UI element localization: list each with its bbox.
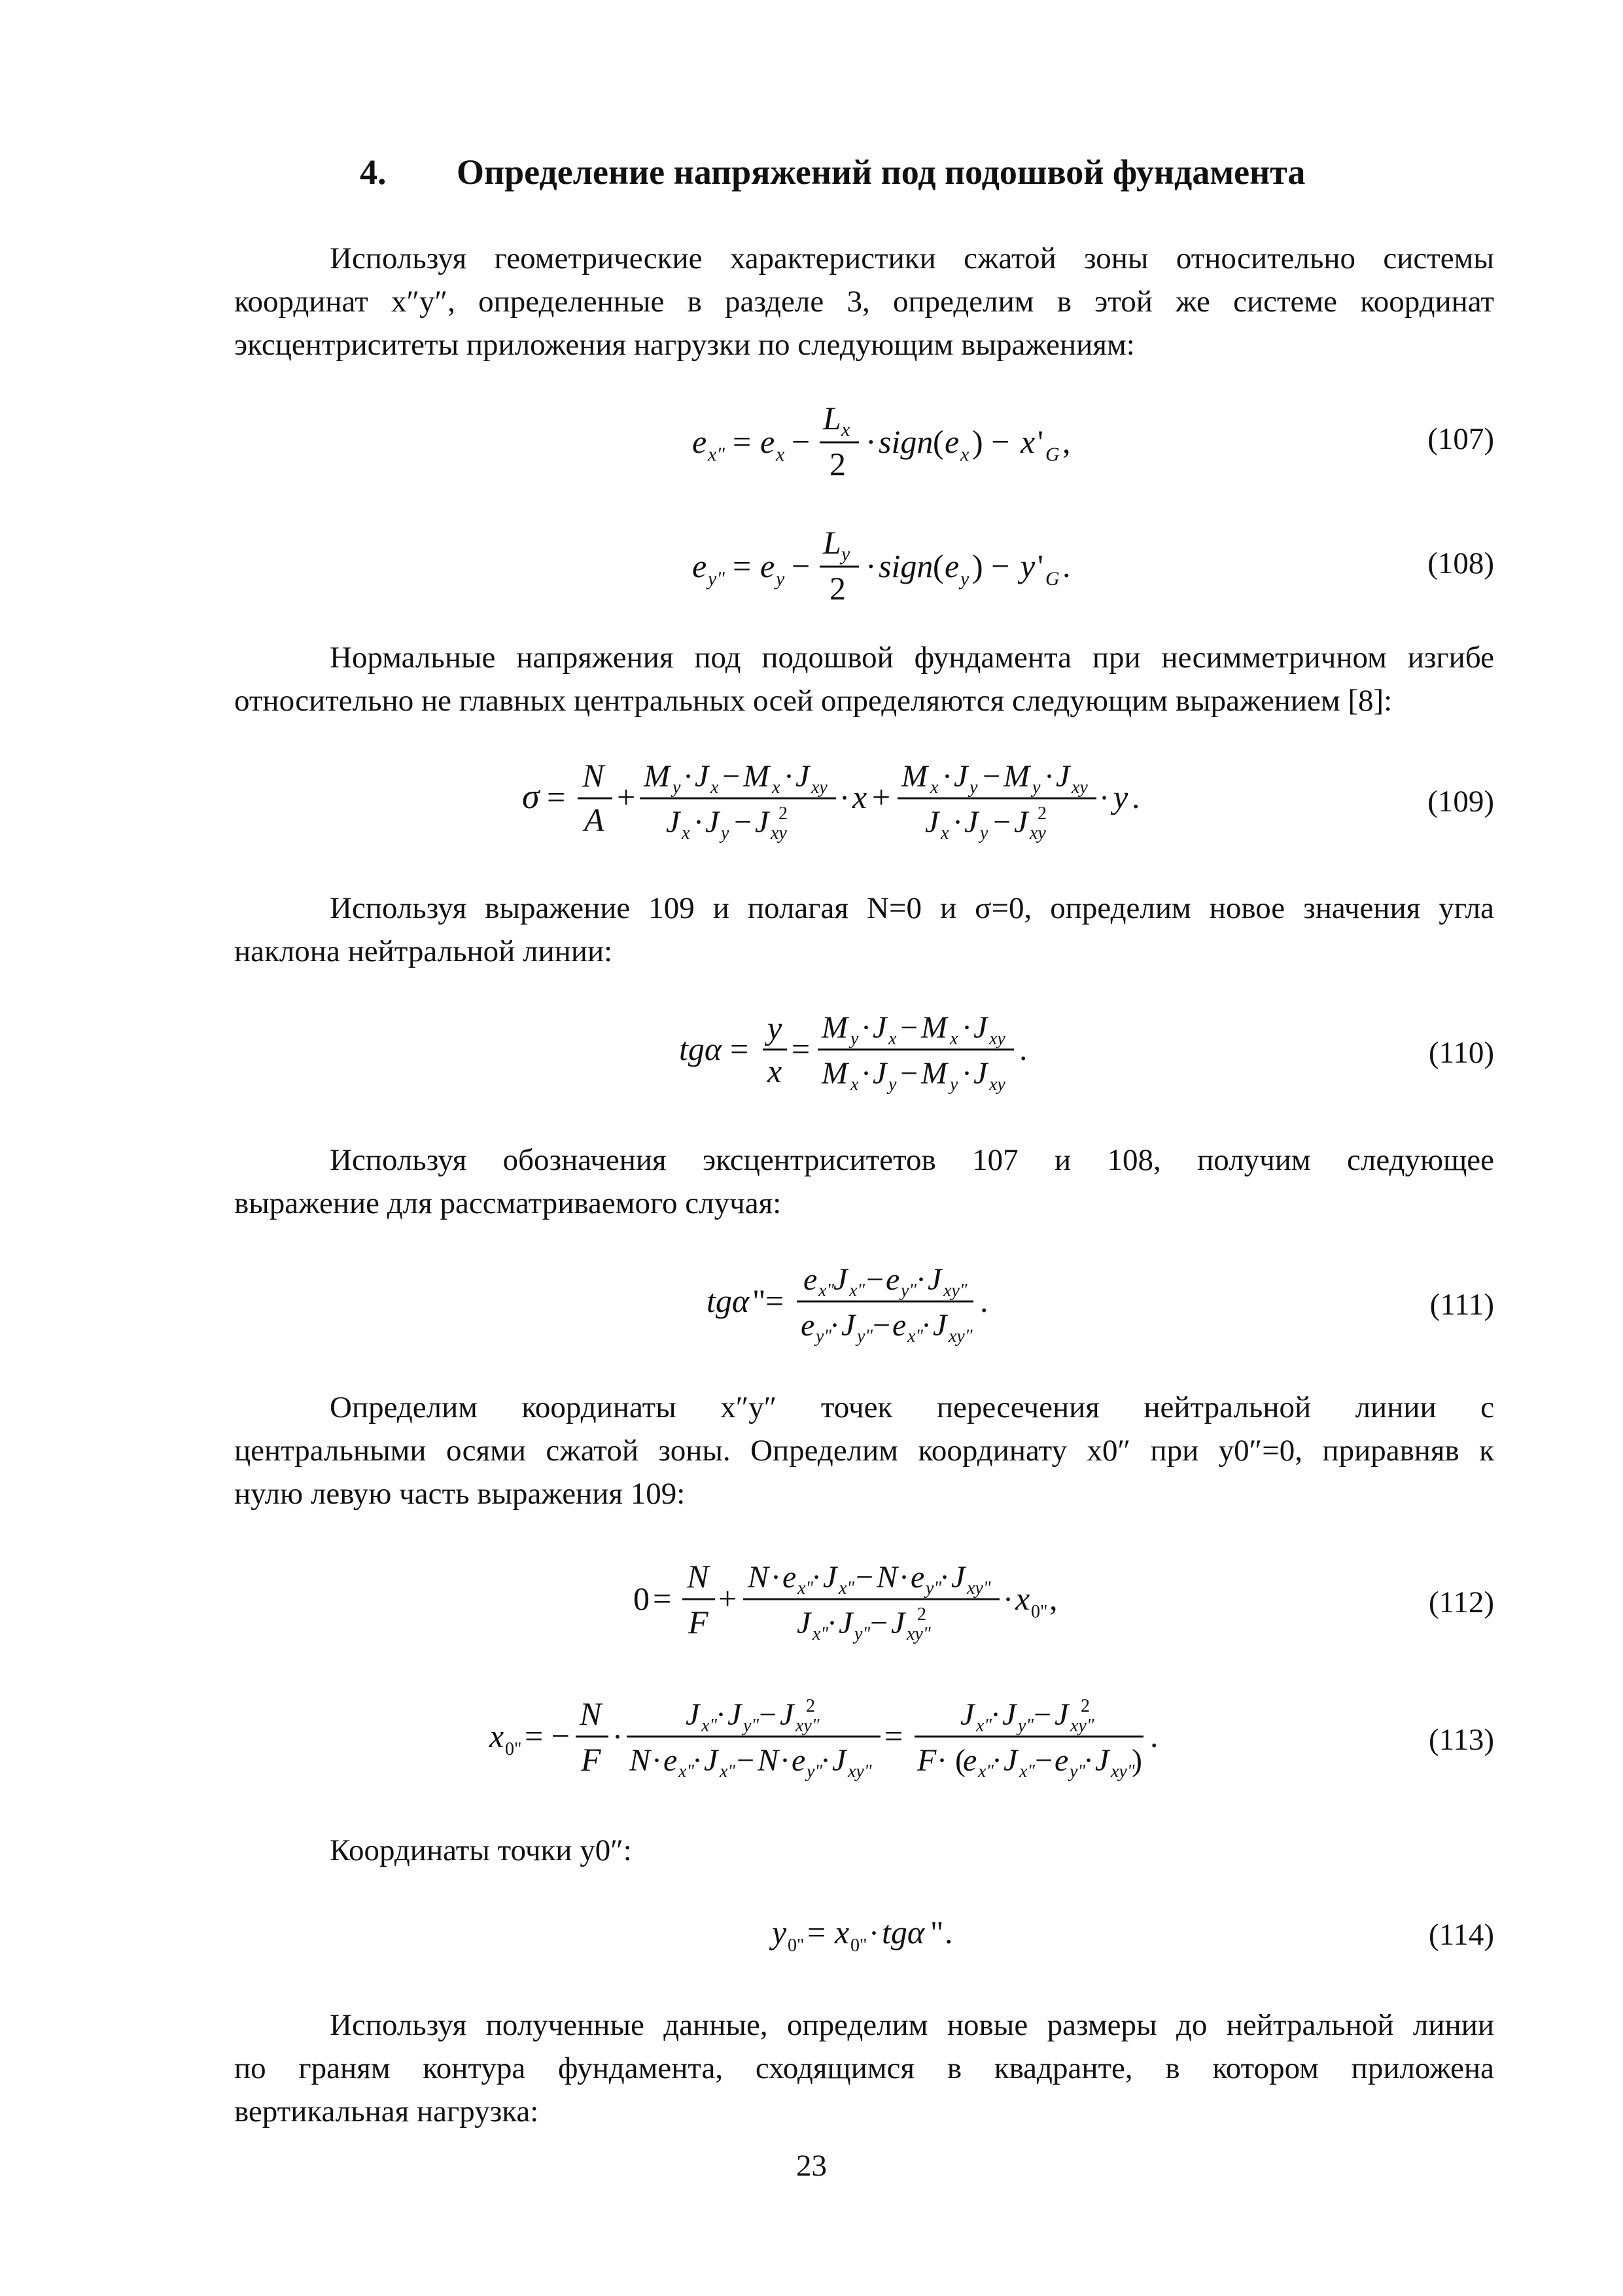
svg-text:J: J: [1095, 1743, 1109, 1778]
svg-text:J: J: [797, 1606, 811, 1640]
text-line: относительно не главных центральных осей определяются следующим выражением [8]:: [234, 684, 1393, 718]
svg-text:N: N: [582, 757, 604, 794]
svg-text:·: ·: [716, 1697, 726, 1732]
svg-text:·: ·: [784, 759, 794, 794]
svg-text:xy: xy: [989, 1074, 1005, 1095]
svg-text:y": y": [926, 1578, 942, 1598]
svg-text:=: =: [807, 1914, 826, 1951]
svg-text:·: ·: [865, 423, 877, 460]
svg-text:y": y": [708, 568, 725, 590]
equation-number: (111): [1429, 1288, 1494, 1322]
svg-text:': ': [1038, 548, 1044, 584]
equation-110-formula: [234, 995, 1494, 1106]
svg-text:G: G: [1045, 444, 1060, 465]
svg-text:J: J: [1003, 1743, 1018, 1778]
svg-text:N: N: [580, 1695, 602, 1732]
equation-112: [234, 1544, 1494, 1655]
svg-text:·: ·: [839, 781, 850, 815]
svg-text:e: e: [801, 1308, 815, 1343]
svg-text:J: J: [839, 1606, 853, 1640]
svg-text:2: 2: [1038, 804, 1047, 824]
svg-text:x": x": [907, 1326, 924, 1347]
svg-text:·: ·: [1083, 1743, 1094, 1778]
svg-text:x: x: [841, 419, 850, 440]
svg-text:=: =: [730, 1031, 749, 1067]
svg-text:J: J: [755, 805, 769, 839]
svg-text:.: .: [980, 1282, 988, 1319]
svg-text:F: F: [581, 1741, 601, 1778]
text-line: Координаты точки y0″:: [330, 1833, 632, 1867]
svg-text:y": y": [854, 1624, 871, 1644]
svg-text:J: J: [704, 1743, 718, 1778]
svg-text:0": 0": [788, 1935, 805, 1956]
svg-text:−: −: [873, 1308, 891, 1343]
svg-text:J: J: [973, 1010, 988, 1045]
svg-text:x: x: [835, 1914, 850, 1951]
svg-text:·: ·: [683, 759, 693, 794]
svg-text:xy: xy: [989, 1029, 1005, 1049]
svg-text:y: y: [969, 777, 978, 798]
svg-text:σ: σ: [522, 777, 540, 816]
svg-text:·: ·: [962, 1010, 972, 1045]
svg-text:y: y: [1032, 777, 1041, 798]
equation-110: [234, 995, 1494, 1106]
equation-number: (114): [1428, 1918, 1494, 1952]
svg-text:−: −: [792, 423, 811, 460]
svg-text:J: J: [960, 1697, 975, 1732]
svg-text:e: e: [692, 423, 707, 460]
svg-text:tgα: tgα: [882, 1914, 925, 1951]
svg-text:x": x": [701, 1716, 718, 1736]
svg-text:J: J: [841, 1308, 856, 1343]
svg-text:−: −: [983, 759, 1001, 794]
equation-number: (107): [1427, 422, 1494, 456]
svg-text:·: ·: [1044, 759, 1055, 794]
text-line: центральными осями сжатой зоны. Определим координату x0″ при y0″=0, приравняв к: [234, 1434, 1494, 1468]
svg-text:y: y: [672, 777, 681, 798]
svg-text:·: ·: [1099, 781, 1109, 815]
svg-text:0": 0": [850, 1935, 867, 1956]
svg-text:−: −: [759, 1697, 777, 1732]
svg-text:J: J: [964, 805, 979, 839]
svg-text:y": y": [1018, 1716, 1034, 1736]
equation-112-formula: [234, 1544, 1494, 1655]
svg-text:−: −: [856, 1560, 874, 1595]
svg-text:xy: xy: [1030, 823, 1046, 843]
svg-text:J: J: [1055, 1697, 1069, 1732]
svg-text:e: e: [792, 1743, 806, 1778]
svg-text:−: −: [737, 1743, 755, 1778]
svg-text:xy": xy": [907, 1624, 931, 1644]
svg-text:": ": [930, 1914, 944, 1951]
svg-text:=: =: [792, 1031, 811, 1067]
equation-number: (112): [1428, 1585, 1494, 1619]
svg-text:·: ·: [692, 1743, 703, 1778]
svg-text:x: x: [941, 823, 949, 843]
svg-text:x: x: [888, 1029, 897, 1049]
svg-text:·: ·: [1003, 1582, 1013, 1617]
svg-text:J: J: [686, 1697, 700, 1732]
svg-text:−: −: [734, 805, 752, 839]
svg-text:2: 2: [829, 570, 846, 607]
svg-text:·: ·: [771, 1560, 781, 1595]
svg-text:xy: xy: [811, 777, 828, 798]
svg-text:y": y": [857, 1326, 873, 1347]
svg-text:·: ·: [861, 1056, 871, 1091]
svg-text:N: N: [748, 1560, 769, 1595]
svg-text:·: ·: [952, 805, 963, 839]
svg-text:· (: · (: [937, 1743, 966, 1778]
svg-text:tgα: tgα: [679, 1031, 722, 1067]
svg-text:y: y: [960, 568, 969, 590]
equation-114: [234, 1898, 1494, 1976]
svg-text:·: ·: [652, 1743, 662, 1778]
text-line: по граням контура фундамента, сходящимся в квадранте, в котором приложена: [234, 2051, 1494, 2085]
equation-113-formula: [234, 1682, 1494, 1793]
svg-text:J: J: [727, 1697, 742, 1732]
svg-text:−: −: [870, 1606, 888, 1640]
svg-text:x": x": [839, 1578, 855, 1598]
svg-text:=: =: [765, 1282, 784, 1319]
svg-text:y: y: [950, 1074, 958, 1095]
svg-text:y": y": [901, 1280, 917, 1301]
svg-text:xy": xy": [943, 1280, 968, 1301]
svg-text:e: e: [1055, 1743, 1069, 1778]
svg-text:N: N: [758, 1743, 779, 1778]
svg-text:x: x: [852, 779, 867, 815]
svg-text:−: −: [900, 1056, 918, 1091]
svg-text:M: M: [743, 759, 769, 794]
svg-text:': ': [1038, 423, 1044, 460]
svg-text:·: ·: [899, 1560, 909, 1595]
svg-text:sign: sign: [879, 423, 934, 460]
svg-text:(: (: [933, 423, 944, 460]
svg-text:x: x: [489, 1718, 504, 1754]
svg-text:e: e: [692, 548, 707, 584]
svg-text:J: J: [695, 759, 709, 794]
svg-text:M: M: [644, 759, 670, 794]
svg-text:x: x: [772, 777, 780, 798]
text-line: вертикальная нагрузка:: [234, 2094, 539, 2128]
svg-text:y: y: [721, 823, 729, 843]
svg-text:·: ·: [865, 548, 877, 584]
svg-text:y: y: [841, 543, 850, 565]
svg-text:y: y: [1113, 779, 1128, 815]
svg-text:J: J: [873, 1010, 887, 1045]
svg-text:N: N: [629, 1743, 651, 1778]
svg-text:J: J: [833, 1262, 848, 1297]
svg-text:tgα: tgα: [707, 1282, 750, 1319]
svg-text:=: =: [547, 779, 566, 815]
svg-text:y": y": [1070, 1761, 1086, 1782]
svg-text:−: −: [866, 1262, 884, 1297]
svg-text:−: −: [722, 759, 741, 794]
svg-text:.: .: [945, 1914, 953, 1951]
svg-text:= −: = −: [525, 1718, 570, 1754]
svg-text:xy": xy": [795, 1716, 820, 1736]
svg-text:M: M: [901, 759, 928, 794]
equation-111: [234, 1246, 1494, 1358]
svg-text:": ": [752, 1282, 766, 1319]
equation-113: [234, 1682, 1494, 1793]
svg-text:·: ·: [942, 759, 952, 794]
equation-111-formula: [234, 1246, 1494, 1358]
svg-text:J: J: [1014, 805, 1028, 839]
svg-text:y: y: [776, 568, 785, 590]
svg-text:G: G: [1045, 568, 1060, 590]
svg-text:) −: ) −: [972, 548, 1010, 584]
section-number: 4.: [360, 152, 387, 192]
svg-text:xy": xy": [848, 1761, 872, 1782]
svg-text:J: J: [705, 805, 720, 839]
svg-text:·: ·: [861, 1010, 871, 1045]
svg-text:M: M: [921, 1010, 947, 1045]
paragraph-1: [234, 237, 1494, 366]
svg-text:2: 2: [829, 446, 846, 482]
svg-text:xy: xy: [1072, 777, 1088, 798]
svg-text:=: =: [884, 1718, 903, 1754]
svg-text:x": x": [812, 1624, 829, 1644]
text-line: Используя геометрические характеристики сжатой зоны относительно системы: [330, 241, 1494, 275]
paragraph-7: [234, 2004, 1494, 2133]
paragraph-4: [234, 1139, 1494, 1225]
svg-text:x": x": [1019, 1761, 1036, 1782]
svg-text:·: ·: [916, 1262, 926, 1297]
svg-text:·: ·: [820, 1743, 831, 1778]
svg-text:N: N: [687, 1558, 709, 1595]
svg-text:J: J: [928, 1262, 942, 1297]
svg-text:J: J: [925, 805, 939, 839]
svg-text:sign: sign: [879, 548, 934, 584]
text-line: наклона нейтральной линии:: [234, 934, 613, 968]
svg-text:+: +: [718, 1580, 737, 1617]
svg-text:J: J: [954, 759, 968, 794]
svg-text:F: F: [688, 1604, 708, 1640]
svg-text:J: J: [832, 1743, 846, 1778]
svg-text:y: y: [980, 823, 988, 843]
svg-text:=: =: [653, 1580, 672, 1617]
svg-text:2: 2: [1081, 1696, 1090, 1716]
equation-number: (110): [1428, 1036, 1494, 1070]
svg-text:y: y: [888, 1074, 897, 1095]
svg-text:e: e: [945, 423, 960, 460]
equation-108-formula: [234, 517, 1494, 615]
page-number: 23: [796, 2149, 827, 2183]
svg-text:L: L: [823, 400, 841, 436]
equation-number: (113): [1428, 1723, 1494, 1757]
svg-text:2: 2: [778, 804, 788, 824]
svg-text:,: ,: [1049, 1580, 1058, 1617]
text-line: нулю левую часть выражения 109:: [234, 1477, 686, 1511]
paragraph-3: [234, 887, 1494, 973]
svg-text:xy": xy": [967, 1578, 991, 1598]
text-line: Используя обозначения эксцентриситетов 107 и 108, получим следующее: [330, 1143, 1494, 1177]
equation-109: [234, 746, 1494, 857]
svg-text:·: ·: [780, 1743, 790, 1778]
svg-text:y: y: [850, 1029, 859, 1049]
svg-text:.: .: [1062, 548, 1071, 584]
paragraph-6: [234, 1829, 1494, 1872]
svg-text:J: J: [666, 805, 680, 839]
svg-text:−: −: [792, 548, 811, 584]
svg-text:y: y: [772, 1914, 787, 1951]
svg-text:M: M: [1003, 759, 1030, 794]
svg-text:x: x: [767, 1053, 782, 1089]
svg-text:x": x": [720, 1761, 736, 1782]
svg-text:x: x: [1021, 423, 1036, 460]
svg-text:y: y: [1021, 548, 1036, 584]
svg-text:x": x": [978, 1761, 994, 1782]
svg-text:M: M: [921, 1056, 947, 1091]
svg-text:·: ·: [829, 1308, 840, 1343]
svg-text:·: ·: [811, 1560, 822, 1595]
svg-text:xy: xy: [771, 823, 787, 843]
svg-text:e: e: [760, 548, 775, 584]
svg-text:·: ·: [992, 1743, 1002, 1778]
equation-number: (108): [1427, 546, 1494, 580]
svg-text:M: M: [822, 1010, 848, 1045]
paragraph-2: [234, 636, 1494, 722]
svg-text:x: x: [930, 777, 939, 798]
svg-text:x: x: [950, 1029, 958, 1049]
svg-text:y": y": [743, 1716, 759, 1736]
svg-text:J: J: [1056, 759, 1070, 794]
svg-text:e: e: [803, 1262, 818, 1297]
svg-text:xy": xy": [949, 1326, 973, 1347]
svg-text:0": 0": [1031, 1602, 1048, 1622]
svg-text:x: x: [1015, 1580, 1030, 1617]
svg-text:2: 2: [917, 1604, 926, 1625]
svg-text:e: e: [782, 1560, 797, 1595]
svg-text:.: .: [1150, 1718, 1159, 1754]
svg-text:x: x: [682, 823, 690, 843]
svg-text:e: e: [945, 548, 960, 584]
svg-text:.: .: [1132, 779, 1140, 815]
svg-text:−: −: [993, 805, 1011, 839]
svg-text:A: A: [584, 802, 604, 838]
svg-text:xy": xy": [1111, 1761, 1135, 1782]
svg-text:J: J: [951, 1560, 966, 1595]
svg-text:y": y": [807, 1761, 823, 1782]
svg-text:e: e: [886, 1262, 900, 1297]
svg-text:): ): [1132, 1743, 1142, 1778]
svg-text:x: x: [710, 777, 719, 798]
svg-text:.: .: [1019, 1031, 1028, 1067]
svg-text:x": x": [849, 1280, 865, 1301]
svg-text:J: J: [891, 1606, 905, 1640]
svg-text:·: ·: [827, 1606, 837, 1640]
svg-text:e: e: [963, 1743, 977, 1778]
svg-text:y": y": [816, 1326, 832, 1347]
svg-text:−: −: [1034, 1697, 1052, 1732]
svg-text:J: J: [1002, 1697, 1017, 1732]
svg-text:x": x": [678, 1761, 695, 1782]
svg-text:·: ·: [921, 1308, 932, 1343]
svg-text:J: J: [873, 1056, 887, 1091]
svg-text:·: ·: [939, 1560, 950, 1595]
svg-text:e: e: [911, 1560, 925, 1595]
svg-text:x: x: [776, 444, 785, 465]
equation-107: [234, 393, 1494, 491]
svg-text:·: ·: [962, 1056, 972, 1091]
svg-text:=: =: [733, 423, 752, 460]
svg-text:N: N: [877, 1560, 898, 1595]
svg-text:L: L: [823, 524, 841, 561]
svg-text:e: e: [663, 1743, 678, 1778]
svg-text:+: +: [617, 779, 636, 815]
svg-text:(: (: [933, 548, 944, 584]
svg-text:e: e: [760, 423, 775, 460]
text-line: Используя полученные данные, определим новые размеры до нейтральной линии: [330, 2008, 1494, 2042]
svg-text:J: J: [933, 1308, 947, 1343]
svg-text:xy": xy": [1070, 1716, 1094, 1736]
svg-text:x": x": [708, 444, 725, 465]
svg-text:·: ·: [693, 805, 704, 839]
svg-text:J: J: [823, 1560, 837, 1595]
equation-number: (109): [1427, 785, 1494, 819]
paragraph-5: [234, 1386, 1494, 1515]
text-line: эксцентриситеты приложения нагрузки по следующим выражениям:: [234, 328, 1135, 362]
svg-text:F: F: [917, 1743, 937, 1778]
svg-text:·: ·: [990, 1697, 1001, 1732]
svg-text:x: x: [850, 1074, 859, 1095]
svg-text:y: y: [767, 1010, 782, 1046]
equation-114-formula: [234, 1898, 1494, 1976]
svg-text:J: J: [780, 1697, 794, 1732]
svg-text:=: =: [733, 548, 752, 584]
svg-text:x: x: [960, 444, 969, 465]
svg-text:M: M: [822, 1056, 848, 1091]
svg-text:J: J: [795, 759, 810, 794]
svg-text:2: 2: [806, 1696, 815, 1716]
equation-108: [234, 517, 1494, 615]
svg-text:x": x": [818, 1280, 835, 1301]
svg-text:x": x": [976, 1716, 992, 1736]
svg-text:x": x": [797, 1578, 814, 1598]
svg-text:J: J: [973, 1056, 988, 1091]
equation-107-formula: [234, 393, 1494, 491]
svg-text:−: −: [1035, 1743, 1053, 1778]
svg-text:·: ·: [869, 1916, 879, 1951]
equation-109-formula: [234, 746, 1494, 857]
text-line: Нормальные напряжения под подошвой фундамента при несимметричном изгибе: [330, 641, 1494, 675]
section-title: Определение напряжений под подошвой фундамента: [457, 152, 1306, 192]
svg-text:0": 0": [505, 1739, 522, 1759]
svg-text:0: 0: [633, 1580, 650, 1617]
svg-text:) −: ) −: [972, 423, 1010, 460]
text-line: Используя выражение 109 и полагая N=0 и σ=0, определим новое значения угла: [330, 891, 1494, 925]
text-line: координат x″y″, определенные в разделе 3, определим в этой же системе координат: [234, 285, 1494, 319]
svg-text:,: ,: [1062, 423, 1071, 460]
svg-text:+: +: [872, 779, 891, 815]
svg-text:·: ·: [612, 1720, 623, 1754]
text-line: Определим координаты x″y″ точек пересечения нейтральной линии с: [330, 1390, 1494, 1424]
text-line: выражение для рассматриваемого случая:: [234, 1186, 782, 1220]
svg-text:−: −: [900, 1010, 918, 1045]
svg-text:e: e: [892, 1308, 907, 1343]
